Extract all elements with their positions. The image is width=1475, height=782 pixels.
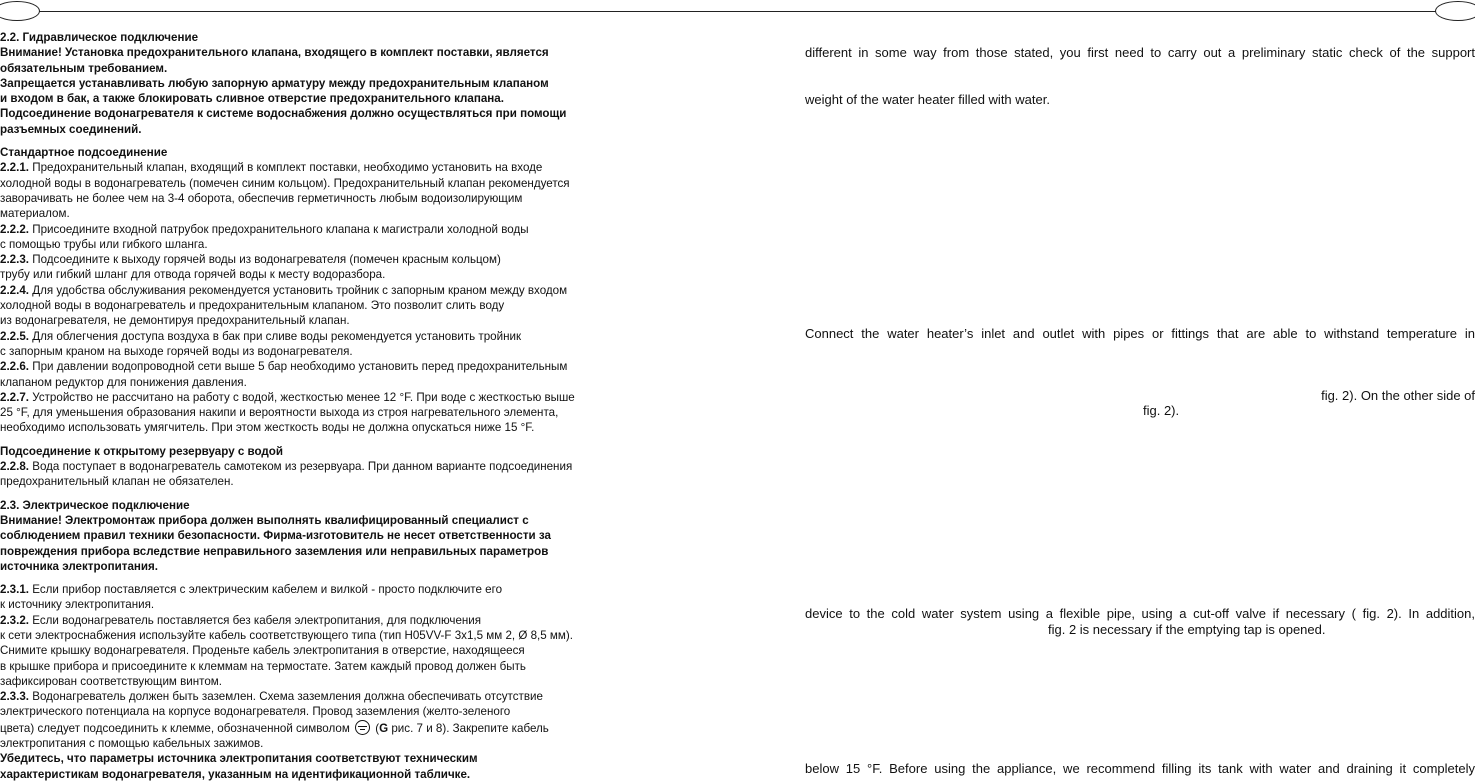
- list-item-line: 2.2.4. Для удобства обслуживания рекомендуется установить тройник с запорным краном между входом: [0, 283, 568, 297]
- subheading-open-reservoir: Подсоединение к открытому резервуару с водой: [0, 444, 283, 458]
- list-item-line: 2.3.3. Водонагреватель должен быть заземлен. Схема заземления должна обеспечивать отсутствие: [0, 690, 543, 704]
- list-item-line: 2.2.7. Устройство не рассчитано на работу с водой, жесткостью менее 12 °F. При воде с жесткостью выше: [0, 390, 575, 404]
- list-item-line: 2.3.1. Если прибор поставляется с электрическим кабелем и вилкой - просто подключите его: [0, 583, 503, 597]
- item-number: 2.2.5.: [0, 329, 30, 343]
- english-paragraph-2: Connect the water heater’s inlet and outlet with pipes or fittings that are able to withstand temperature in: [805, 326, 1475, 341]
- item-number: 2.2.7.: [0, 390, 30, 404]
- list-item-line: материалом.: [0, 207, 70, 221]
- list-item-line: 2.3.2. Если водонагреватель поставляется без кабеля электропитания, для подключения: [0, 613, 482, 627]
- list-item-line: к сети электроснабжения используйте кабель соответствующего типа (тип H05VV-F 3x1,5 мм 2, Ø 8,5 мм).: [0, 628, 573, 642]
- english-paragraph-2-fig: fig. 2). On the other side of: [1321, 388, 1475, 403]
- warning-line: Внимание! Электромонтаж прибора должен выполнять квалифицированный специалист с: [0, 513, 529, 527]
- warning-line: разъемных соединений.: [0, 122, 142, 136]
- list-item-line: холодной воды в водонагреватель (помечен синим кольцом). Предохранительный клапан рекомендуется: [0, 176, 570, 190]
- list-item-line: электрического потенциала на корпусе водонагревателя. Провод заземления (желто-зеленого: [0, 705, 511, 719]
- list-item-line: к источнику электропитания.: [0, 598, 155, 612]
- russian-column: [0, 30, 680, 782]
- english-paragraph-3: device to the cold water system using a flexible pipe, using a cut-off valve if necessary ( fig. 2). In addition,: [805, 606, 1475, 621]
- english-paragraph-4: below 15 °F. Before using the appliance, we recommend filling its tank with water and draining it completely: [805, 761, 1475, 776]
- list-item-line: с помощью трубы или гибкого шланга.: [0, 237, 208, 251]
- list-item-line: предохранительный клапан не обязателен.: [0, 475, 234, 489]
- item-number: 2.2.2.: [0, 222, 30, 236]
- item-number: 2.2.8.: [0, 460, 30, 474]
- list-item-line: 25 °F, для уменьшения образования накипи и вероятности выхода из строя нагревательного элемента,: [0, 406, 559, 420]
- warning-line: источника электропитания.: [0, 559, 159, 573]
- list-item-line: 2.2.3. Подсоедините к выходу горячей воды из водонагревателя (помечен красным кольцом): [0, 253, 501, 267]
- english-paragraph-3-end: fig. 2 is necessary if the emptying tap is opened.: [1048, 622, 1326, 637]
- list-item-line: 2.2.5. Для облегчения доступа воздуха в бак при сливе воды рекомендуется установить тройник: [0, 329, 522, 343]
- list-item-line: трубу или гибкий шланг для отвода горячей воды к месту водоразбора.: [0, 268, 386, 282]
- page-corner-oval-left: [0, 1, 40, 21]
- warning-line: повреждения прибора вследствие неправильного заземления или неправильных параметров: [0, 544, 549, 558]
- item-number: 2.3.2.: [0, 613, 30, 627]
- list-item-line: с запорным краном на выходе горячей воды из водонагревателя.: [0, 344, 353, 358]
- item-number: 2.3.3.: [0, 690, 30, 704]
- warning-line: Внимание! Установка предохранительного клапана, входящего в комплект поставки, является: [0, 46, 549, 60]
- list-item-line: Снимите крышку водонагревателя. Проденьте кабель электропитания в отверстие, находящееся: [0, 644, 525, 658]
- top-rule: [26, 11, 1447, 12]
- list-item-line: в крышке прибора и присоедините к клеммам на термостате. Затем каждый провод должен быть: [0, 659, 526, 673]
- list-item-line: холодной воды в водонагреватель и предохранительным клапаном. Это позволит слить воду: [0, 299, 505, 313]
- item-number: 2.2.1.: [0, 161, 30, 175]
- item-number: 2.2.3.: [0, 253, 30, 267]
- section-heading-electrical: 2.3. Электрическое подключение: [0, 498, 190, 512]
- warning-line: и входом в бак, а также блокировать сливное отверстие предохранительного клапана.: [0, 92, 504, 106]
- final-warning-line: Убедитесь, что параметры источника электропитания соответствуют техническим: [0, 752, 478, 766]
- english-paragraph-1-end: weight of the water heater filled with water.: [805, 92, 1050, 107]
- item-number: 2.2.4.: [0, 283, 30, 297]
- final-warning-line: характеристикам водонагревателя, указанным на идентификационной табличке.: [0, 767, 471, 781]
- subheading-standard-connection: Стандартное подсоединение: [0, 146, 168, 160]
- item-number: 2.2.6.: [0, 360, 30, 374]
- list-item-line: из водонагревателя, не демонтируя предохранительный клапан.: [0, 314, 350, 328]
- english-paragraph-2-fig-end: fig. 2).: [1143, 403, 1180, 418]
- warning-line: соблюдением правил техники безопасности. Фирма-изготовитель не несет ответственности за: [0, 529, 551, 543]
- list-item-line: зафиксирован соответствующим винтом.: [0, 674, 222, 688]
- list-item-line: 2.2.6. При давлении водопроводной сети выше 5 бар необходимо установить перед предохранительным: [0, 360, 568, 374]
- ground-symbol-icon: [355, 720, 370, 735]
- item-number: 2.3.1.: [0, 583, 30, 597]
- list-item-line: электропитания с помощью кабельных зажимов.: [0, 737, 264, 751]
- section-heading-hydraulic: 2.2. Гидравлическое подключение: [0, 31, 199, 44]
- page-corner-oval-right: [1435, 1, 1475, 21]
- list-item-line: 2.2.8. Вода поступает в водонагреватель самотеком из резервуара. При данном варианте подсоединения: [0, 460, 573, 474]
- english-paragraph-1: different in some way from those stated, you first need to carry out a preliminary static check of the support: [805, 45, 1475, 60]
- warning-line: Запрещается устанавливать любую запорную арматуру между предохранительным клапаном: [0, 76, 549, 90]
- list-item-line: необходимо использовать умягчитель. При этом жесткость воды не должна опускаться ниже 15 °F.: [0, 421, 535, 435]
- list-item-line: заворачивать не более чем на 3-4 оборота, обеспечив герметичность любым водоизолирующим: [0, 191, 523, 205]
- list-item-line: 2.2.1. Предохранительный клапан, входящий в комплект поставки, необходимо установить на входе: [0, 161, 543, 175]
- warning-line: Подсоединение водонагревателя к системе водоснабжения должно осуществляться при помощи: [0, 107, 567, 121]
- list-item-line: клапаном редуктор для понижения давления.: [0, 375, 247, 389]
- list-item-line: цвета) следует подсоединить к клемме, обозначенной символом (G рис. 7 и 8). Закрепите кабель: [0, 721, 549, 735]
- list-item-line: 2.2.2. Присоедините входной патрубок предохранительного клапана к магистрали холодной воды: [0, 222, 529, 236]
- warning-line: обязательным требованием.: [0, 61, 168, 75]
